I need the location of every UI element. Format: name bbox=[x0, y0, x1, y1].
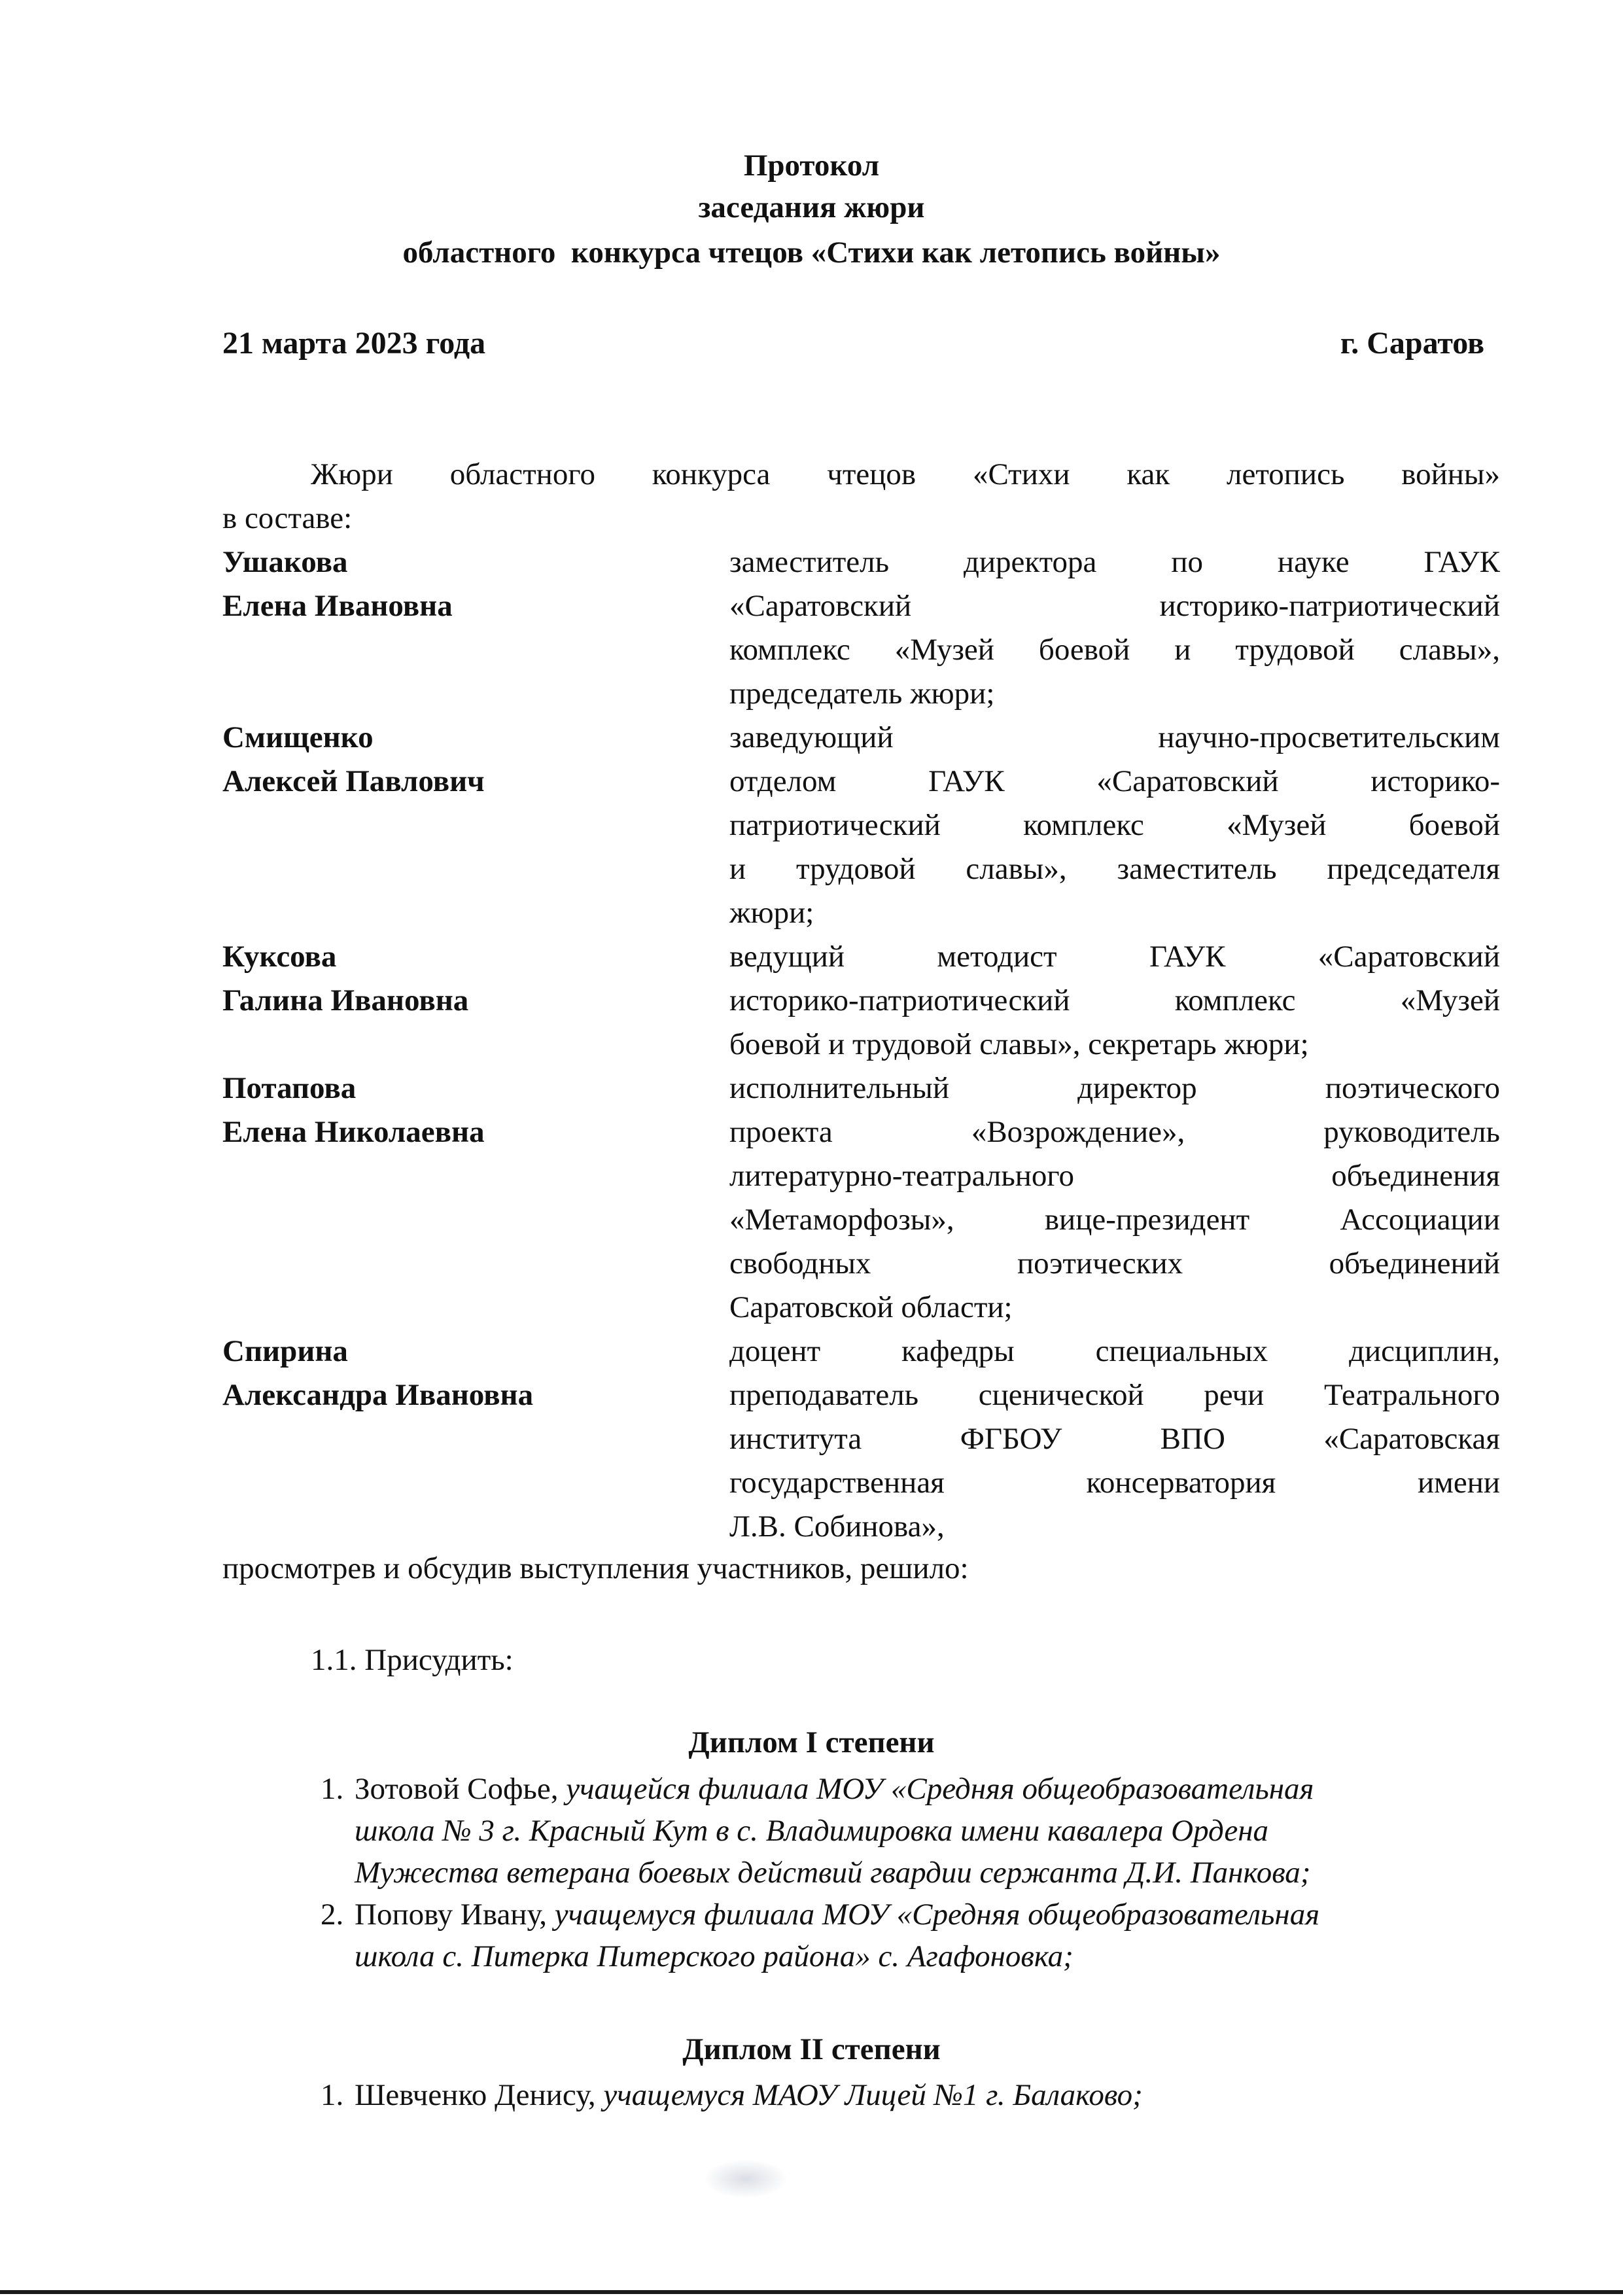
intro-line-2: в составе: bbox=[222, 501, 353, 535]
point-heading: 1.1. Присудить: bbox=[311, 1643, 514, 1677]
member-surname: Ушакова bbox=[222, 545, 348, 579]
document-date: 21 марта 2023 года bbox=[222, 326, 486, 361]
award-number: 1. bbox=[321, 1772, 344, 1806]
member-surname: Смищенко bbox=[222, 720, 374, 754]
award-school: учащемуся МАОУ Лицей №1 г. Балаково; bbox=[603, 2078, 1143, 2112]
member-role bbox=[729, 935, 1500, 1067]
contest-name: областного конкурса чтецов «Стихи как летопись войны» bbox=[402, 236, 1221, 270]
role-line: свободных поэтических объединений bbox=[729, 1246, 1500, 1280]
member-given-name: Елена Ивановна bbox=[222, 589, 453, 623]
role-line: и трудовой славы», заместитель председателя bbox=[729, 852, 1500, 886]
document-subtitle: заседания жюри bbox=[698, 190, 925, 224]
role-line: жюри; bbox=[729, 896, 814, 930]
member-name bbox=[222, 1067, 720, 1154]
role-line: председатель жюри; bbox=[729, 677, 995, 711]
role-line: отделом ГАУК «Саратовский историко- bbox=[729, 764, 1500, 798]
role-line: проекта «Возрождение», руководитель bbox=[729, 1115, 1500, 1149]
member-given-name: Елена Николаевна bbox=[222, 1115, 485, 1149]
member-surname: Спирина bbox=[222, 1334, 348, 1368]
member-role bbox=[729, 716, 1500, 935]
award-school: учащейся филиала МОУ «Средняя общеобразовательная bbox=[566, 1772, 1314, 1806]
member-role bbox=[729, 1330, 1500, 1549]
role-line: комплекс «Музей боевой и трудовой славы», bbox=[729, 633, 1500, 667]
member-given-name: Александра Ивановна bbox=[222, 1378, 534, 1412]
role-line: государственная консерватория имени bbox=[729, 1466, 1500, 1500]
role-line: патриотический комплекс «Музей боевой bbox=[729, 808, 1500, 842]
role-line: преподаватель сценической речи Театрального bbox=[729, 1378, 1500, 1412]
document-city: г. Саратов bbox=[1340, 326, 1484, 361]
role-line: Саратовской области; bbox=[729, 1290, 1013, 1324]
role-line: ведущий методист ГАУК «Саратовский bbox=[729, 940, 1500, 974]
award-school: учащемуся филиала МОУ «Средняя общеобразовательная bbox=[554, 1898, 1320, 1932]
award-number: 1. bbox=[321, 2078, 344, 2112]
role-line: литературно-театрального объединения bbox=[729, 1159, 1500, 1193]
role-line: доцент кафедры специальных дисциплин, bbox=[729, 1334, 1500, 1368]
diploma-2-list bbox=[307, 2074, 1505, 2116]
award-school: Мужества ветерана боевых действий гвардии сержанта Д.И. Панкова; bbox=[355, 1856, 1311, 1890]
role-line: боевой и трудовой славы», секретарь жюри; bbox=[729, 1027, 1309, 1061]
award-recipient: Попову Ивану, bbox=[355, 1898, 548, 1932]
role-line: института ФГБОУ ВПО «Саратовская bbox=[729, 1422, 1500, 1456]
award-recipient: Шевченко Денису, bbox=[355, 2078, 596, 2112]
decision-text: просмотрев и обсудив выступления участников, решило: bbox=[222, 1551, 969, 1585]
member-name bbox=[222, 935, 720, 1023]
member-surname: Потапова bbox=[222, 1071, 357, 1105]
scan-bottom-edge bbox=[0, 2290, 1623, 2294]
award-number: 2. bbox=[321, 1898, 344, 1932]
diploma-1-heading: Диплом I степени bbox=[688, 1725, 935, 1759]
award-school: школа № 3 г. Красный Кут в с. Владимировка имени кавалера Ордена bbox=[355, 1814, 1269, 1848]
role-line: Л.В. Собинова», bbox=[729, 1510, 945, 1544]
role-line: исполнительный директор поэтического bbox=[729, 1071, 1500, 1105]
award-item bbox=[307, 2074, 1505, 2116]
award-item bbox=[307, 1768, 1505, 1894]
award-school: школа с. Питерка Питерского района» с. Агафоновка; bbox=[355, 1939, 1073, 1973]
role-line: «Саратовский историко-патриотический bbox=[729, 589, 1500, 623]
role-line: заместитель директора по науке ГАУК bbox=[729, 545, 1500, 579]
intro-line-1: Жюри областного конкурса чтецов «Стихи как летопись войны» bbox=[311, 457, 1500, 491]
member-name bbox=[222, 540, 720, 628]
member-given-name: Галина Ивановна bbox=[222, 983, 469, 1017]
role-line: «Метаморфозы», вице-президент Ассоциации bbox=[729, 1203, 1500, 1237]
member-role bbox=[729, 540, 1500, 716]
document-title: Протокол bbox=[743, 149, 880, 183]
member-name bbox=[222, 1330, 720, 1417]
diploma-2-heading: Диплом II степени bbox=[682, 2032, 941, 2066]
member-surname: Куксова bbox=[222, 940, 337, 974]
member-given-name: Алексей Павлович bbox=[222, 764, 485, 798]
award-item bbox=[307, 1894, 1505, 1977]
scan-smudge bbox=[703, 2159, 788, 2199]
member-name bbox=[222, 716, 720, 804]
member-role bbox=[729, 1067, 1500, 1330]
role-line: заведующий научно-просветительским bbox=[729, 720, 1500, 754]
award-recipient: Зотовой Софье, bbox=[355, 1772, 559, 1806]
diploma-1-list bbox=[307, 1768, 1505, 1977]
role-line: историко-патриотический комплекс «Музей bbox=[729, 983, 1500, 1017]
